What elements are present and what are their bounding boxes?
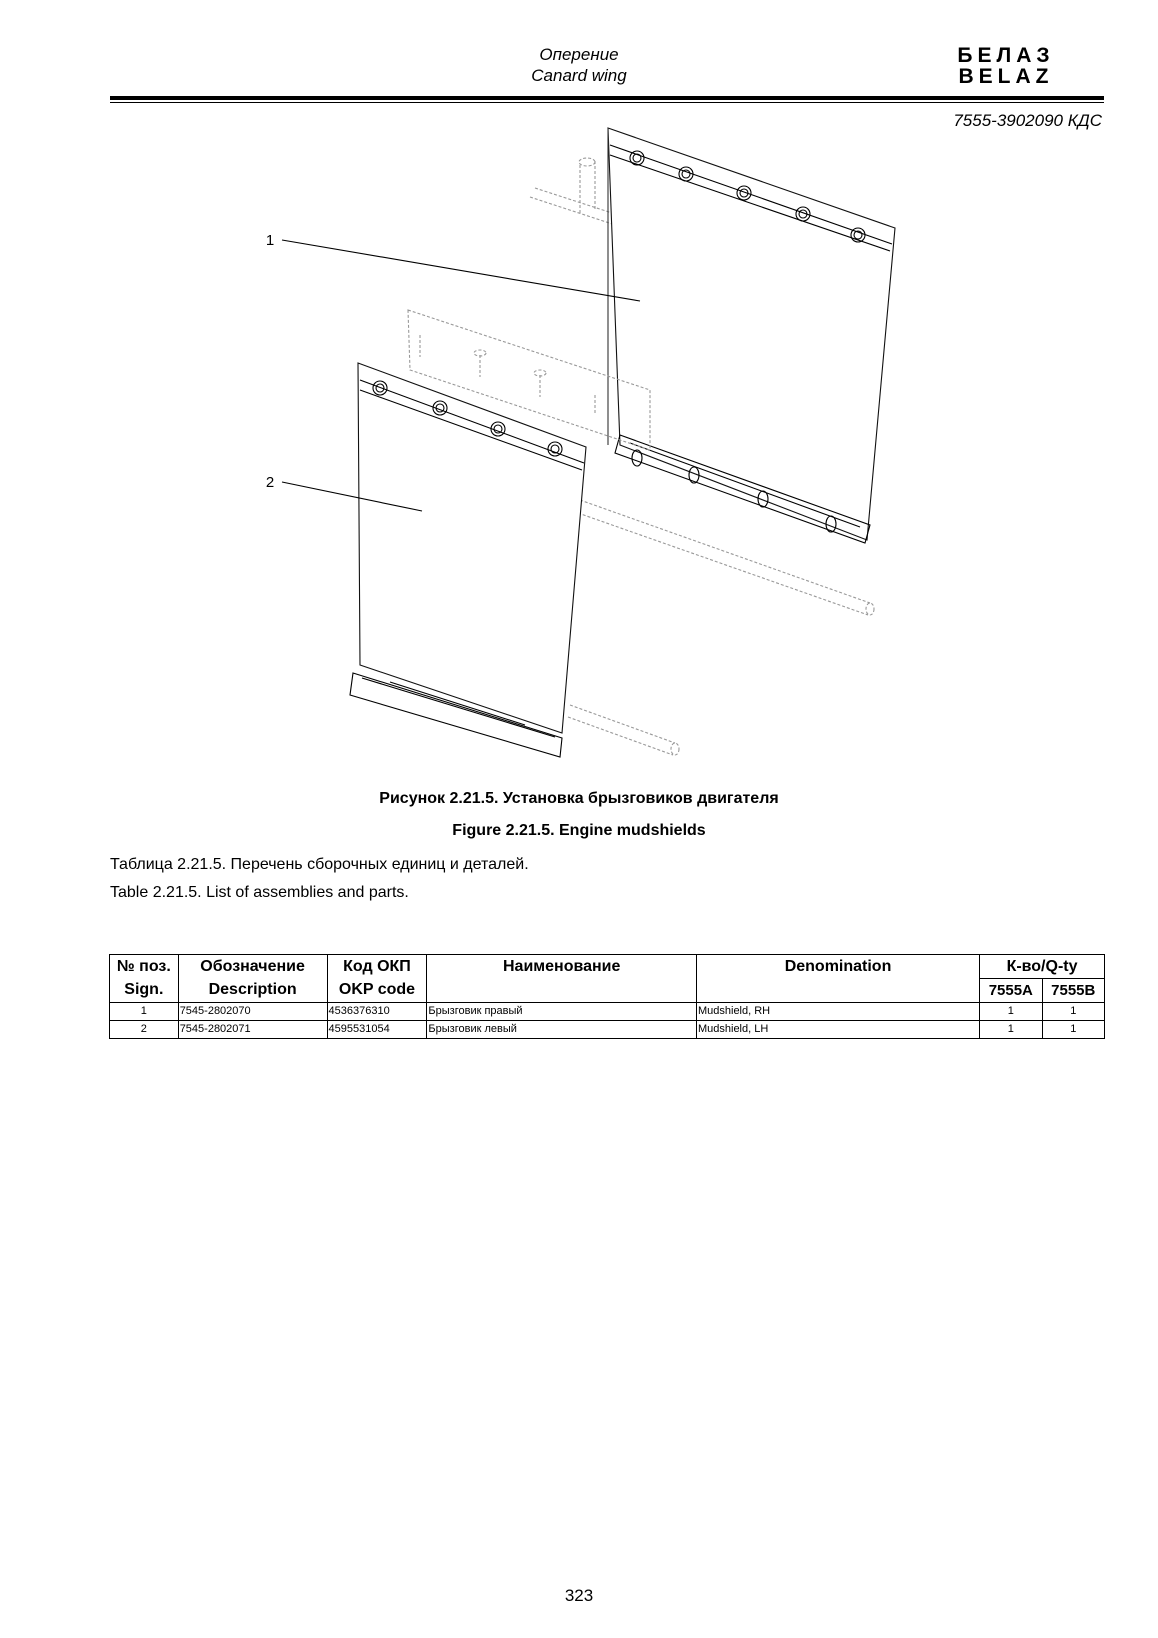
cell-qty-b: 1 bbox=[1042, 1021, 1104, 1039]
callout-1: 1 bbox=[265, 232, 275, 249]
header-rule-thin bbox=[110, 102, 1104, 103]
header-qty-7555b: 7555B bbox=[1042, 979, 1104, 1003]
figure-caption-en: Figure 2.21.5. Engine mudshields bbox=[452, 822, 706, 839]
figure-caption-ru: Рисунок 2.21.5. Установка брызговиков двигателя bbox=[379, 790, 779, 807]
cell-qty-a: 1 bbox=[980, 1003, 1042, 1021]
header-quantity: К-во/Q-ty bbox=[980, 955, 1105, 979]
header-okp: Код ОКП OKP code bbox=[327, 955, 427, 1003]
parts-table bbox=[109, 954, 1105, 1039]
section-title-en: Canard wing bbox=[531, 66, 627, 85]
page-number: 323 bbox=[564, 1586, 594, 1605]
header-designation: Обозначение Description bbox=[178, 955, 327, 1003]
cell-position: 2 bbox=[110, 1021, 179, 1039]
svg-text:BELAZ: BELAZ bbox=[958, 65, 1054, 86]
cell-name-en: Mudshield, LH bbox=[696, 1021, 979, 1039]
cell-name-ru: Брызговик правый bbox=[427, 1003, 697, 1021]
cell-name-ru: Брызговик левый bbox=[427, 1021, 697, 1039]
header-position: № поз. Sign. bbox=[110, 955, 179, 1003]
table-row bbox=[110, 1003, 1105, 1021]
cell-okp: 4536376310 bbox=[327, 1003, 427, 1021]
table-title-en: Table 2.21.5. List of assemblies and parts. bbox=[110, 884, 409, 901]
belaz-logo bbox=[930, 44, 1082, 86]
cell-qty-a: 1 bbox=[980, 1021, 1042, 1039]
header-name-ru: Наименование bbox=[427, 955, 697, 1003]
cell-position: 1 bbox=[110, 1003, 179, 1021]
cell-qty-b: 1 bbox=[1042, 1003, 1104, 1021]
header-qty-7555a: 7555A bbox=[980, 979, 1042, 1003]
svg-text:БЕЛАЗ: БЕЛАЗ bbox=[957, 44, 1055, 67]
table-title-ru: Таблица 2.21.5. Перечень сборочных единиц и деталей. bbox=[110, 856, 529, 873]
table-row bbox=[110, 1021, 1105, 1039]
cell-designation: 7545-2802070 bbox=[178, 1003, 327, 1021]
section-title-ru: Оперение bbox=[539, 45, 619, 64]
header-rule bbox=[110, 96, 1104, 100]
header-denomination: Denomination bbox=[696, 955, 979, 1003]
mudshield-assembly-drawing bbox=[250, 125, 950, 795]
document-number: 7555-3902090 КДС bbox=[953, 111, 1102, 130]
cell-okp: 4595531054 bbox=[327, 1021, 427, 1039]
callout-2: 2 bbox=[265, 474, 275, 491]
cell-designation: 7545-2802071 bbox=[178, 1021, 327, 1039]
cell-name-en: Mudshield, RH bbox=[696, 1003, 979, 1021]
